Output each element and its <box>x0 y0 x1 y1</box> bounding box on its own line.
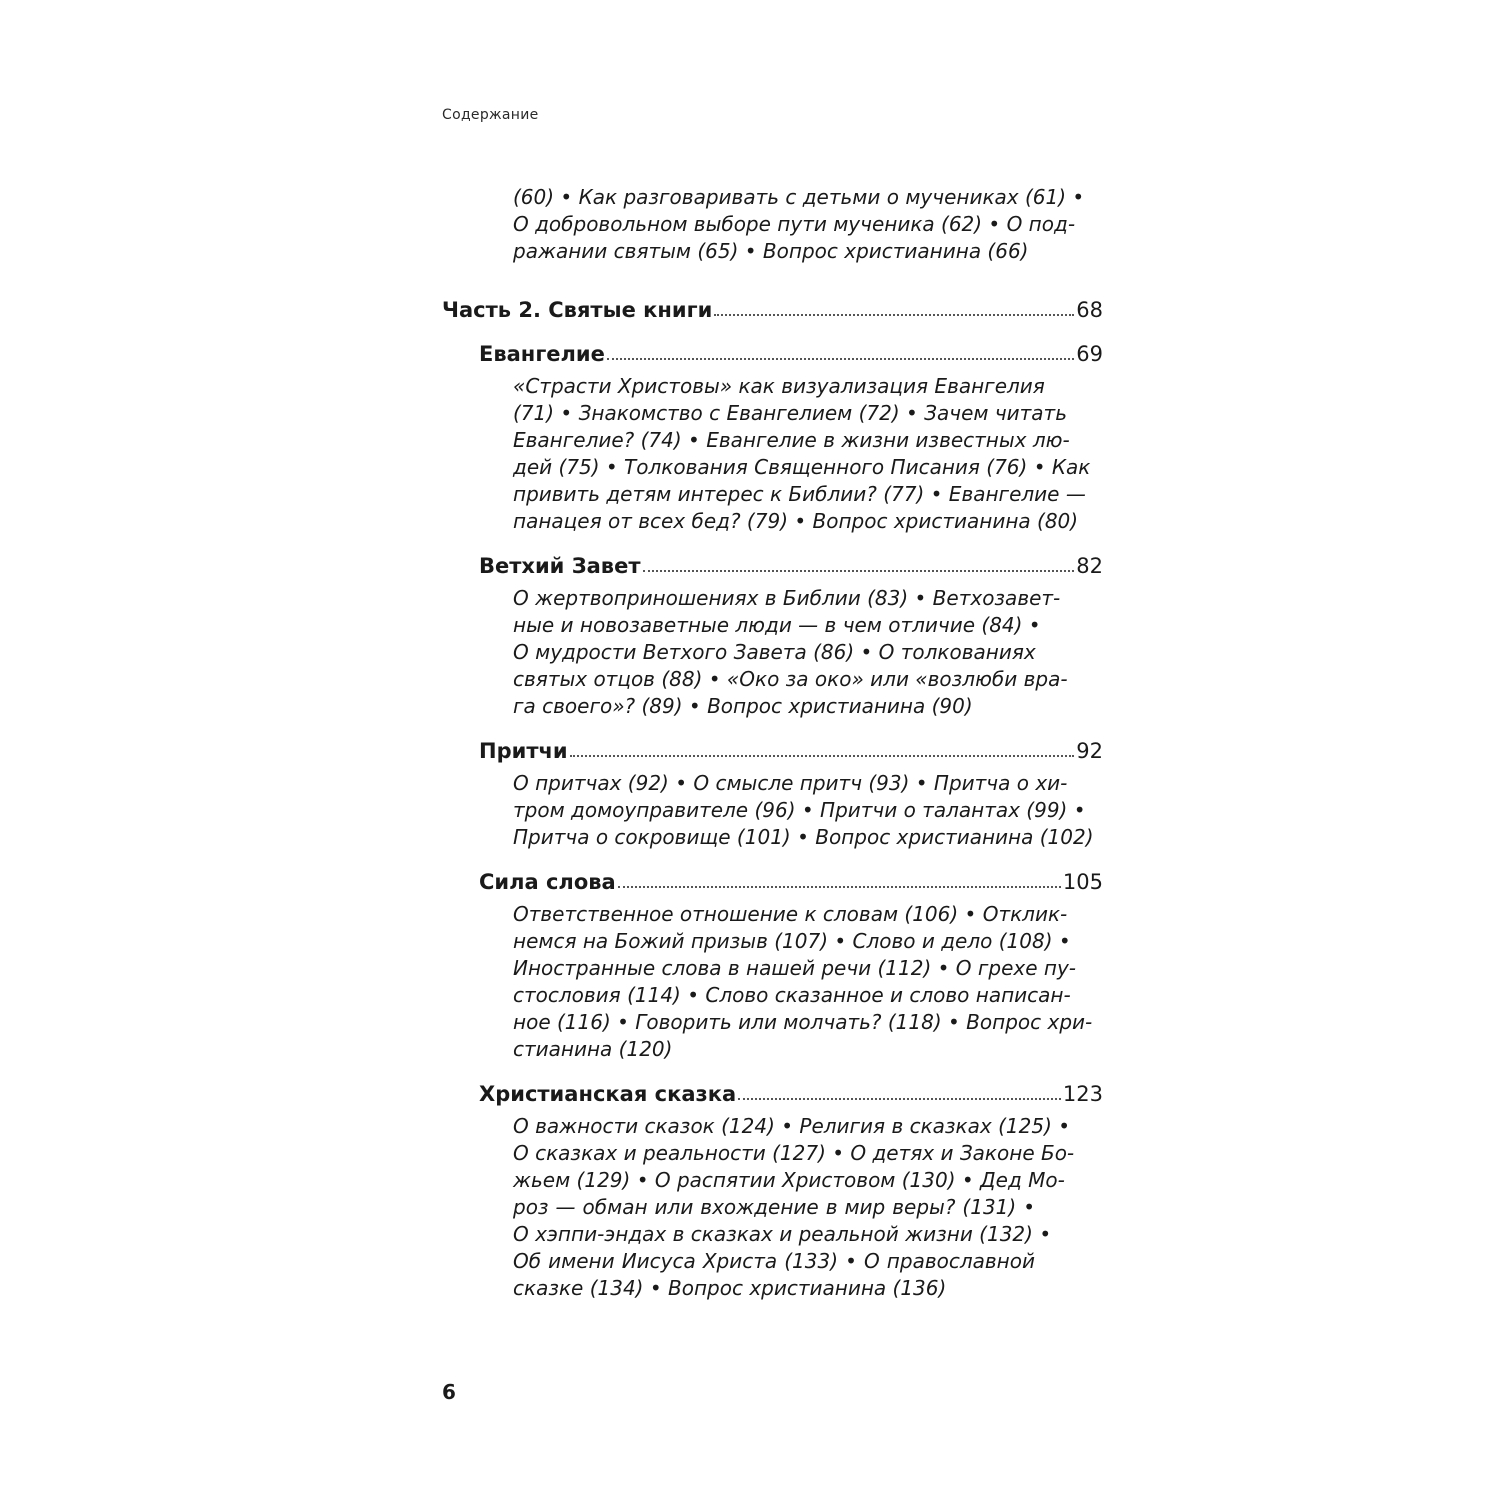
entry-line: Об имени Иисуса Христа (133) • О православной <box>513 1249 1035 1273</box>
section-heading-hristianskaya-skazka[interactable] <box>479 1076 1103 1106</box>
entry-line: дей (75) • Толкования Священного Писания (76) • Как <box>513 455 1091 479</box>
entry-line: Евангелие? (74) • Евангелие в жизни известных лю- <box>513 428 1070 452</box>
section-entries-sila-slova <box>513 901 1093 1063</box>
section-title: Притчи <box>479 739 568 763</box>
entry-line: роз — обман или вхождение в мир веры? (131) • <box>513 1195 1035 1219</box>
section-page-number: 82 <box>1076 554 1103 578</box>
section-entries-hristianskaya-skazka <box>513 1113 1075 1302</box>
section-page-number: 123 <box>1062 1082 1103 1106</box>
section-entries-evangelie <box>513 373 1091 535</box>
dot-leader <box>618 886 1061 888</box>
entry-line: О важности сказок (124) • Религия в сказках (125) • <box>513 1114 1071 1138</box>
entry-line: (60) • Как разговаривать с детьми о мучениках (61) • <box>513 185 1085 209</box>
entry-line: стословия (114) • Слово сказанное и слово написан- <box>513 983 1071 1007</box>
section-page-number: 105 <box>1062 870 1103 894</box>
entry-line: (71) • Знакомство с Евангелием (72) • Зачем читать <box>513 401 1067 425</box>
section-entries-vethiy-zavet <box>513 585 1068 720</box>
section-title: Христианская сказка <box>479 1082 737 1106</box>
entry-line: О мудрости Ветхого Завета (86) • О толкованиях <box>513 640 1036 664</box>
entry-line: «Страсти Христовы» как визуализация Евангелия <box>513 374 1045 398</box>
entry-line: жьем (129) • О распятии Христовом (130) • Дед Мо- <box>513 1168 1065 1192</box>
section-entries-pritchi <box>513 770 1094 851</box>
section-heading-pritchi[interactable] <box>479 733 1103 763</box>
entry-line: ражании святым (65) • Вопрос христианина (66) <box>513 239 1029 263</box>
entry-line: ные и новозаветные люди — в чем отличие (84) • <box>513 613 1041 637</box>
intro-entries <box>513 184 1085 265</box>
section-heading-sila-slova[interactable] <box>479 864 1103 894</box>
entry-line: О добровольном выборе пути мученика (62) • О под- <box>513 212 1076 236</box>
dot-leader <box>570 755 1075 757</box>
section-heading-evangelie[interactable] <box>479 336 1103 366</box>
entry-line: га своего»? (89) • Вопрос христианина (90) <box>513 694 973 718</box>
section-title: Евангелие <box>479 342 605 366</box>
entry-line: сказке (134) • Вопрос христианина (136) <box>513 1276 947 1300</box>
entry-line: Притча о сокровище (101) • Вопрос христианина (102) <box>513 825 1094 849</box>
entry-line: Ответственное отношение к словам (106) • Отклик- <box>513 902 1068 926</box>
dot-leader <box>643 570 1075 572</box>
page-number: 6 <box>442 1380 456 1404</box>
entry-line: Иностранные слова в нашей речи (112) • О грехе пу- <box>513 956 1077 980</box>
entry-line: немся на Божий призыв (107) • Слово и дело (108) • <box>513 929 1071 953</box>
dot-leader <box>738 1098 1061 1100</box>
section-heading-vethiy-zavet[interactable] <box>479 548 1103 578</box>
entry-line: О притчах (92) • О смысле притч (93) • Притча о хи- <box>513 771 1068 795</box>
entry-line: ное (116) • Говорить или молчать? (118) • Вопрос хри- <box>513 1010 1093 1034</box>
entry-line: святых отцов (88) • «Око за око» или «возлюби вра- <box>513 667 1068 691</box>
entry-line: стианина (120) <box>513 1037 673 1061</box>
entry-line: О жертвоприношениях в Библии (83) • Ветхозавет- <box>513 586 1061 610</box>
running-head: Содержание <box>442 107 539 123</box>
entry-line: панацея от всех бед? (79) • Вопрос христианина (80) <box>513 509 1079 533</box>
dot-leader <box>714 314 1074 316</box>
part-heading[interactable] <box>442 292 1103 322</box>
entry-line: тром домоуправителе (96) • Притчи о талантах (99) • <box>513 798 1086 822</box>
section-page-number: 92 <box>1076 739 1103 763</box>
entry-line: привить детям интерес к Библии? (77) • Евангелие — <box>513 482 1086 506</box>
section-title: Сила слова <box>479 870 616 894</box>
part-page-number: 68 <box>1076 298 1103 322</box>
section-title: Ветхий Завет <box>479 554 641 578</box>
section-page-number: 69 <box>1076 342 1103 366</box>
entry-line: О хэппи-эндах в сказках и реальной жизни (132) • <box>513 1222 1052 1246</box>
entry-line: О сказках и реальности (127) • О детях и Законе Бо- <box>513 1141 1075 1165</box>
part-title: Часть 2. Святые книги <box>442 298 713 322</box>
dot-leader <box>607 358 1074 360</box>
